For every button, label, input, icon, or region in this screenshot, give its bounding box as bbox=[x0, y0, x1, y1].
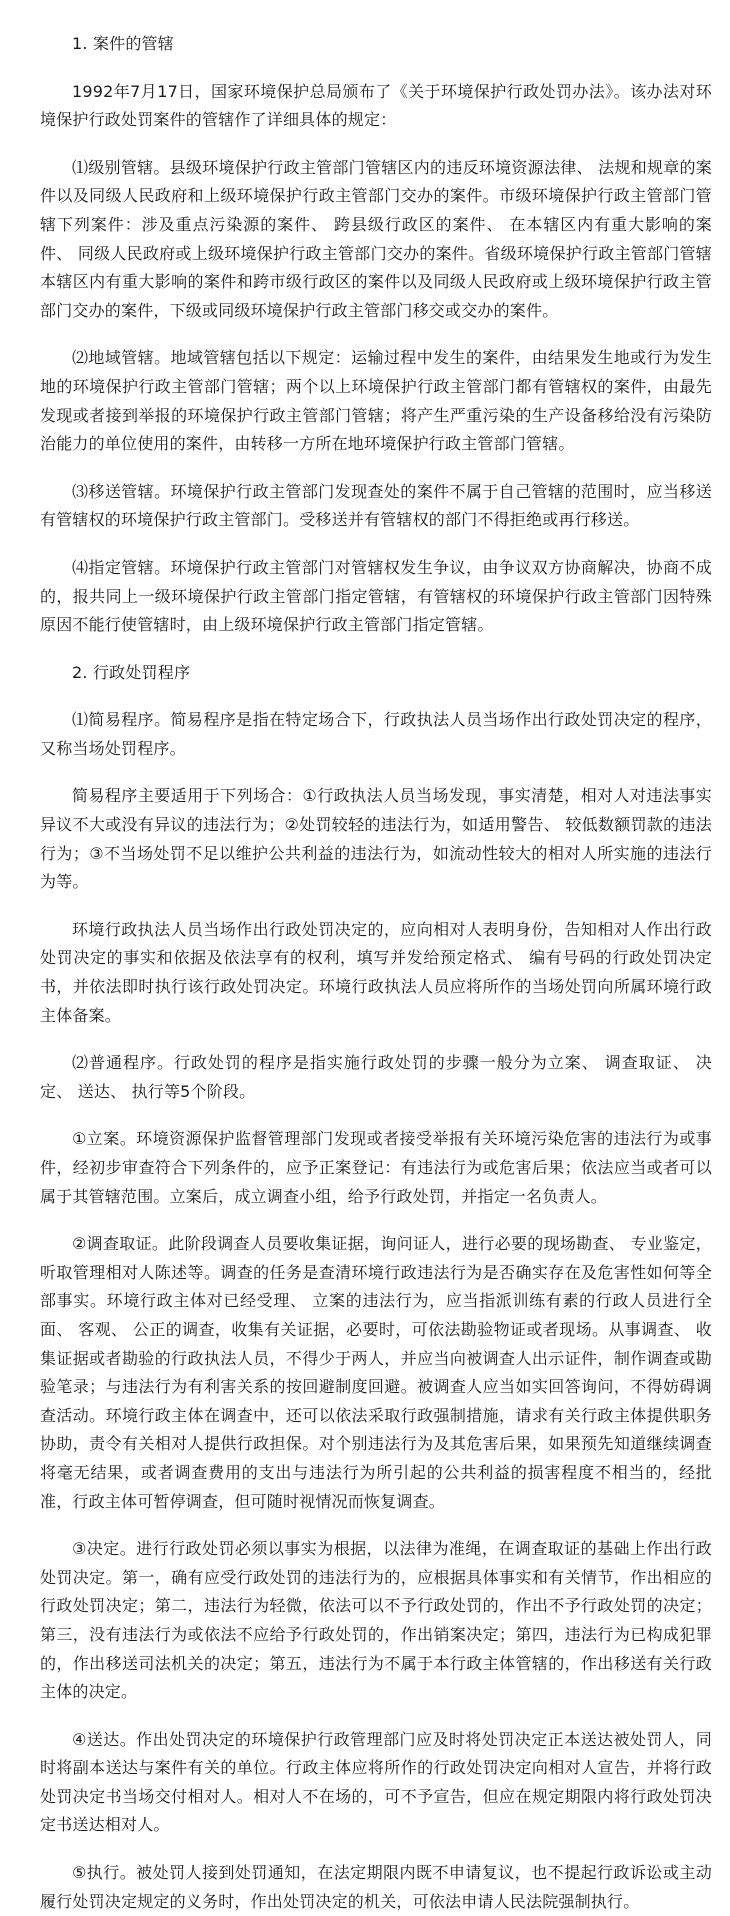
simple-procedure-paragraph: ⑴简易程序。简易程序是指在特定场合下，行政执法人员当场作出行政处罚决定的程序，又称当场处罚程序。 bbox=[40, 710, 712, 758]
general-procedure-paragraph: ⑵普通程序。行政处罚的程序是指实施行政处罚的步骤一般分为立案、 调查取证、 决定、 送达、 执行等5个阶段。 bbox=[40, 1053, 712, 1101]
execution-paragraph: ⑤执行。被处罚人接到处罚通知，在法定期限内既不申请复议，也不提起行政诉讼或主动履行处罚决定规定的义务时，作出处罚决定的机关，可依法申请人民法院强制执行。 bbox=[40, 1863, 712, 1911]
investigation-paragraph: ②调查取证。此阶段调查人员要收集证据，询问证人，进行必要的现场勘查、 专业鉴定，听取管理相对人陈述等。调查的任务是查清环境行政违法行为是否确实存在及危害性如何等全部事实。环境行政主体对已经受理、 立案的违法行为，应当指派训练有素的行政人员进行全面、 客观、 公正的调查，收集有关证据，必要时，可依法勘验物证或者现场。从事调查、 收集证据或者勘验的行政执法人员，不得少于两人，并应当向被调查人出示证件，制作调查或勘验笔录；与违法行为有利害关系的按回避制度回避。被调查人应当如实回答询问，不得妨碍调查活动。环境行政主体在调查中，还可以依法采取行政强制措施，请求有关行政主体提供职务协助，责令有关相对人提供行政担保。对个别违法行为及其危害后果，如果预先知道继续调查将毫无结果，或者调查费用的支出与违法行为所引起的公共利益的损害程度不相当的，经批准，行政主体可暂停调查，但可随时视情况而恢复调查。 bbox=[40, 1234, 712, 1511]
designated-jurisdiction-paragraph: ⑷指定管辖。环境保护行政主管部门对管辖权发生争议，由争议双方协商解决，协商不成的，报共同上一级环境保护行政主管部门指定管辖，有管辖权的环境保护行政主管部门因特殊原因不能行使管辖时，由上级环境保护行政主管部门指定管辖。 bbox=[40, 557, 712, 635]
decision-paragraph: ③决定。进行行政处罚必须以事实为根据，以法律为准绳，在调查取证的基础上作出行政处罚决定。第一，确有应受行政处罚的违法行为的，应根据具体事实和有关情节，作出相应的行政处罚决定；第二，违法行为轻微，依法可以不予行政处罚的，作出不予行政处罚的决定；第三，没有违法行为或依法不应给予行政处罚的，作出销案决定；第四，违法行为已构成犯罪的，作出移送司法机关的决定；第五，违法行为不属于本行政主体管辖的，作出移送有关行政主体的决定。 bbox=[40, 1539, 712, 1702]
section-1-heading: 1. 案件的管辖 bbox=[72, 34, 174, 53]
level-jurisdiction-paragraph: ⑴级别管辖。县级环境保护行政主管部门管辖区内的违反环境资源法律、 法规和规章的案件以及同级人民政府和上级环境保护行政主管部门交办的案件。市级环境保护行政主管部门管辖下列案件：涉及重点污染源的案件、 跨县级行政区的案件、 在本辖区内有重大影响的案件、 同级人民政府或上级环境保护行政主管部门交办的案件。省级环境保护行政主管部门管辖本辖区内有重大影响的案件和跨市级行政区的案件以及同级人民政府或上级环境保护行政主管部门交办的案件，下级或同级环境保护行政主管部门移交或交办的案件。 bbox=[40, 157, 712, 320]
simple-procedure-steps-paragraph: 环境行政执法人员当场作出行政处罚决定的，应向相对人表明身份，告知相对人作出行政处罚决定的事实和依据及依法享有的权利，填写并发给预定格式、 编有号码的行政处罚决定书，并依法即时执行该行政处罚决定。环境行政执法人员应将所作的当场处罚向所属环境行政主体备案。 bbox=[40, 919, 712, 1025]
service-paragraph: ④送达。作出处罚决定的环境保护行政管理部门应及时将处罚决定正本送达被处罚人，同时将副本送达与案件有关的单位。行政主体应将所作的行政处罚决定向相对人宣告，并将行政处罚决定书当场交付相对人。相对人不在场的，可不予宣告，但应在规定期限内将行政处罚决定书送达相对人。 bbox=[40, 1729, 712, 1835]
intro-paragraph: 1992年7月17日，国家环境保护总局颁布了《关于环境保护行政处罚办法》。该办法对环境保护行政处罚案件的管辖作了详细具体的规定： bbox=[40, 81, 712, 130]
section-2-heading: 2. 行政处罚程序 bbox=[72, 662, 191, 682]
transfer-jurisdiction-paragraph: ⑶移送管辖。环境保护行政主管部门发现查处的案件不属于自己管辖的范围时，应当移送有管辖权的环境保护行政主管部门。受移送并有管辖权的部门不得拒绝或再行移送。 bbox=[40, 481, 712, 530]
filing-paragraph: ①立案。环境资源保护监督管理部门发现或者接受举报有关环境污染危害的违法行为或事件，经初步审查符合下列条件的，应予正案登记：有违法行为或危害后果；依法应当或者可以属于其管辖范围。立案后，成立调查小组，给予行政处罚，并指定一名负责人。 bbox=[40, 1129, 712, 1206]
simple-procedure-scope-paragraph: 简易程序主要适用于下列场合：①行政执法人员当场发现，事实清楚，相对人对违法事实异议不大或没有异议的违法行为；②处罚较轻的违法行为，如适用警告、 较低数额罚款的违法行为；③不当场处罚不足以维护公共利益的违法行为，如流动性较大的相对人所实施的违法行为等。 bbox=[40, 786, 712, 892]
regional-jurisdiction-paragraph: ⑵地域管辖。地域管辖包括以下规定：运输过程中发生的案件，由结果发生地或行为发生地的环境保护行政主管部门管辖；两个以上环境保护行政主管部门都有管辖权的案件，由最先发现或者接到举报的环境保护行政主管部门管辖；将产生严重污染的生产设备移给没有污染防治能力的单位使用的案件，由转移一方所在地环境保护行政主管部门管辖。 bbox=[40, 348, 712, 454]
